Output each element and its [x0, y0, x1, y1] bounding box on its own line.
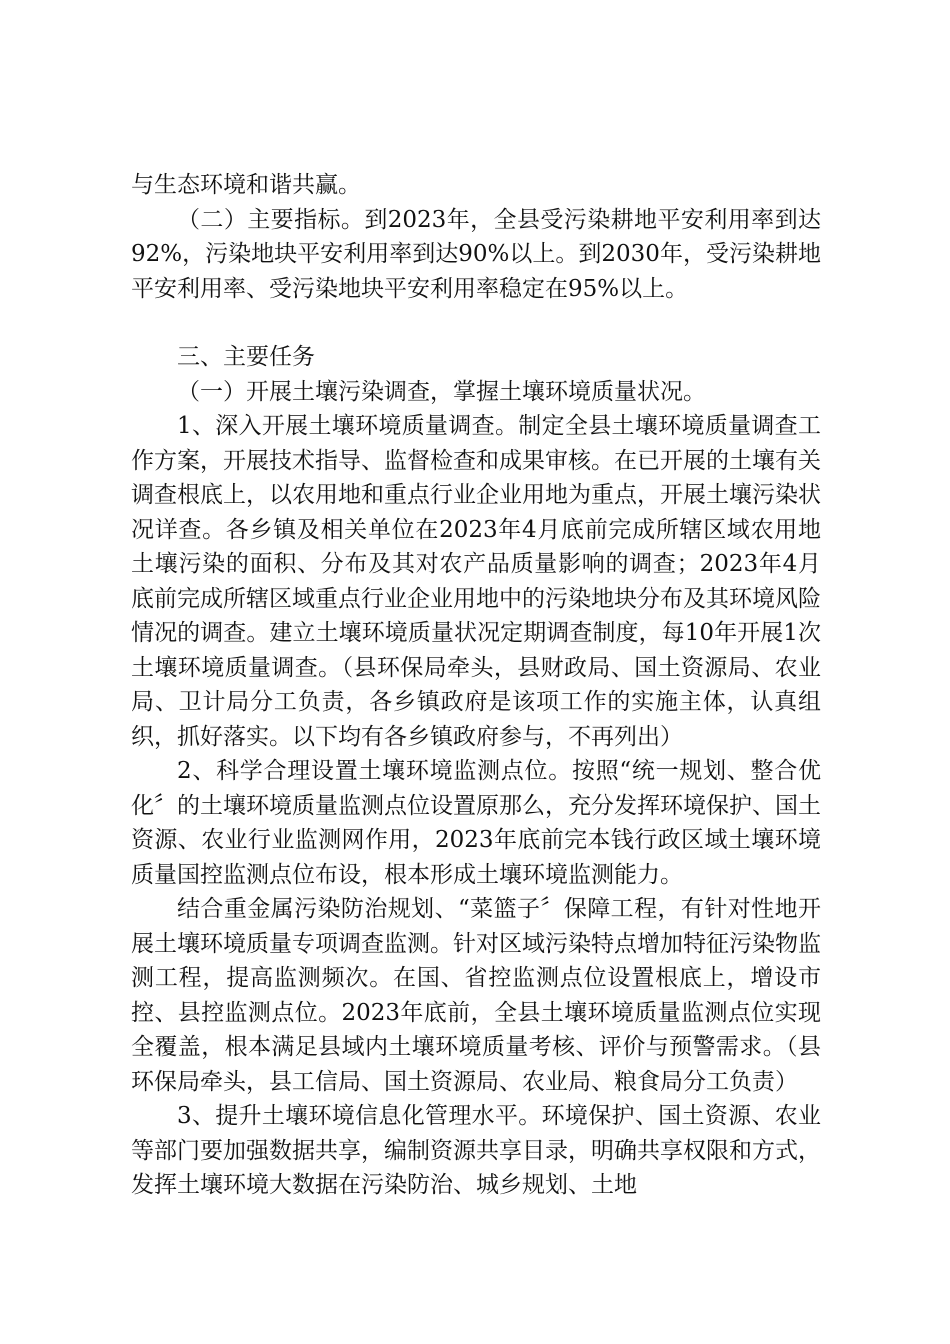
section-spacer	[131, 306, 821, 340]
paragraph-main-indicators: （二）主要指标。到2023年，全县受污染耕地平安利用率到达92%，污染地块平安利用率到达90%以上。到2030年，受污染耕地平安利用率、受污染地块平安利用率稳定在95%以上。	[131, 206, 821, 302]
subsection-heading-soil-survey: （一）开展土壤污染调查，掌握土壤环境质量状况。	[177, 378, 706, 405]
paragraph-task-1: 1、深入开展土壤环境质量调查。制定全县土壤环境质量调查工作方案，开展技术指导、监督检查和成果审核。在已开展的土壤有关调查根底上，以农用地和重点行业企业用地为重点，开展土壤污染状况详查。各乡镇及相关单位在2023年4月底前完成所辖区域农用地土壤污染的面积、分布及其对农产品质量影响的调查；2023年4月底前完成所辖区域重点行业企业用地中的污染地块分布及其环境风险情况的调查。建立土壤环境质量状况定期调查制度，每10年开展1次土壤环境质量调查。（县环保局牵头，县财政局、国土资源局、农业局、卫计局分工负责，各乡镇政府是该项工作的实施主体，认真组织，抓好落实。以下均有各乡镇政府参与，不再列出）	[131, 413, 821, 750]
paragraph-task-3: 3、提升土壤环境信息化管理水平。环境保护、国土资源、农业等部门要加强数据共享，编制资源共享目录，明确共享权限和方式，发挥土壤环境大数据在污染防治、城乡规划、土地	[131, 1103, 821, 1198]
section-heading-main-tasks: 三、主要任务	[177, 344, 315, 370]
document-page	[131, 168, 821, 1203]
paragraph-task-2: 2、科学合理设置土壤环境监测点位。按照“统一规划、整合优化〞的土壤环境质量监测点位设置原那么，充分发挥环境保护、国土资源、农业行业监测网作用，2023年底前完本钱行政区域土壤环境质量国控监测点位布设，根本形成土壤环境监测能力。	[131, 758, 821, 888]
paragraph-intro-end: 与生态环境和谐共赢。	[131, 172, 361, 198]
paragraph-task-2-continued: 结合重金属污染防治规划、“菜篮子〞保障工程，有针对性地开展土壤环境质量专项调查监测。针对区域污染特点增加特征污染物监测工程，提高监测频次。在国、省控监测点位设置根底上，增设市控、县控监测点位。2023年底前，全县土壤环境质量监测点位实现全覆盖，根本满足县域内土壤环境质量考核、评价与预警需求。（县环保局牵头，县工信局、国土资源局、农业局、粮食局分工负责）	[131, 896, 821, 1095]
